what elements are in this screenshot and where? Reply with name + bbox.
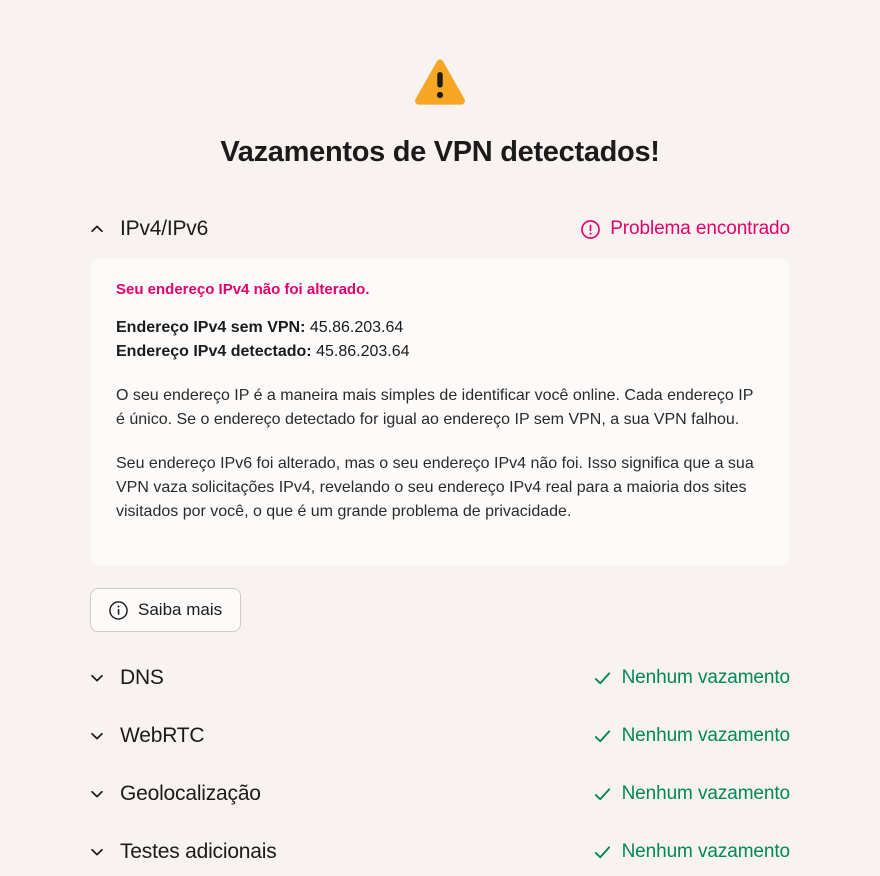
ip-detected-label: Endereço IPv4 detectado: (116, 343, 312, 360)
check-icon (593, 843, 612, 862)
sidebar-item-additional-tests[interactable] (90, 840, 790, 864)
section-label-webrtc: WebRTC (120, 724, 205, 747)
learn-more-label: Saiba mais (138, 600, 223, 619)
section-header-left (90, 782, 261, 806)
section-header-left (90, 666, 164, 690)
ip-no-vpn-row (116, 316, 764, 340)
detail-paragraph-1: O seu endereço IP é a maneira mais simples de identificar você online. Cada endereço IP é único. Se o endereço detectado for igual ao endereço IP sem VPN, a sua VPN falhou. (116, 387, 754, 428)
page-title: Vazamentos de VPN detectados! (220, 136, 660, 168)
section-header-left (90, 840, 277, 864)
ip-no-vpn-value: 45.86.203.64 (309, 319, 404, 336)
info-icon (109, 601, 128, 620)
status-text-geolocation: Nenhum vazamento (621, 783, 790, 804)
ip-detected-row (116, 340, 764, 364)
chevron-down-icon[interactable] (90, 729, 104, 743)
warning-triangle-icon (414, 58, 466, 106)
chevron-up-icon[interactable] (90, 222, 104, 236)
section-label-dns: DNS (120, 666, 164, 689)
chevron-down-icon[interactable] (90, 787, 104, 801)
section-label-geolocation: Geolocalização (120, 782, 261, 805)
ip-no-vpn-label: Endereço IPv4 sem VPN: (116, 319, 306, 336)
section-label-additional-tests: Testes adicionais (120, 840, 277, 863)
status-badge-geolocation (593, 783, 790, 805)
sidebar-item-webrtc[interactable] (90, 724, 790, 748)
chevron-down-icon[interactable] (90, 671, 104, 685)
chevron-down-icon[interactable] (90, 845, 104, 859)
ipv4-detail-card (90, 259, 790, 566)
check-icon (593, 669, 612, 688)
status-badge-additional-tests (593, 841, 790, 863)
status-badge-dns (593, 667, 790, 689)
ip-detected-value: 45.86.203.64 (316, 343, 410, 360)
sidebar-item-dns[interactable] (90, 666, 790, 690)
section-label-ipv4: IPv4/IPv6 (120, 217, 209, 240)
status-badge-ipv4 (581, 218, 790, 240)
sidebar-item-geolocation[interactable] (90, 782, 790, 806)
check-icon (593, 727, 612, 746)
alert-circle-icon (581, 220, 600, 239)
check-icon (593, 785, 612, 804)
learn-more-button[interactable] (90, 588, 241, 632)
other-tests-list (90, 666, 790, 864)
status-text-ipv4: Problema encontrado (610, 218, 790, 239)
section-header-left (90, 724, 204, 748)
section-header-left (90, 217, 208, 241)
status-badge-webrtc (593, 725, 790, 747)
warning-icon-container (90, 58, 790, 106)
status-text-webrtc: Nenhum vazamento (621, 725, 790, 746)
status-text-dns: Nenhum vazamento (621, 667, 790, 688)
sidebar-item-ipv4-ipv6[interactable] (90, 217, 790, 241)
status-text-additional-tests: Nenhum vazamento (621, 841, 790, 862)
detail-paragraph-2: Seu endereço IPv6 foi alterado, mas o seu endereço IPv4 não foi. Isso significa que a sua VPN vaza solicitações IPv4, revelando o seu endereço IPv4 real para a maioria dos sites visitados por você, o que é um grande problema de privacidade. (116, 455, 754, 520)
detail-heading: Seu endereço IPv4 não foi alterado. (116, 281, 370, 298)
